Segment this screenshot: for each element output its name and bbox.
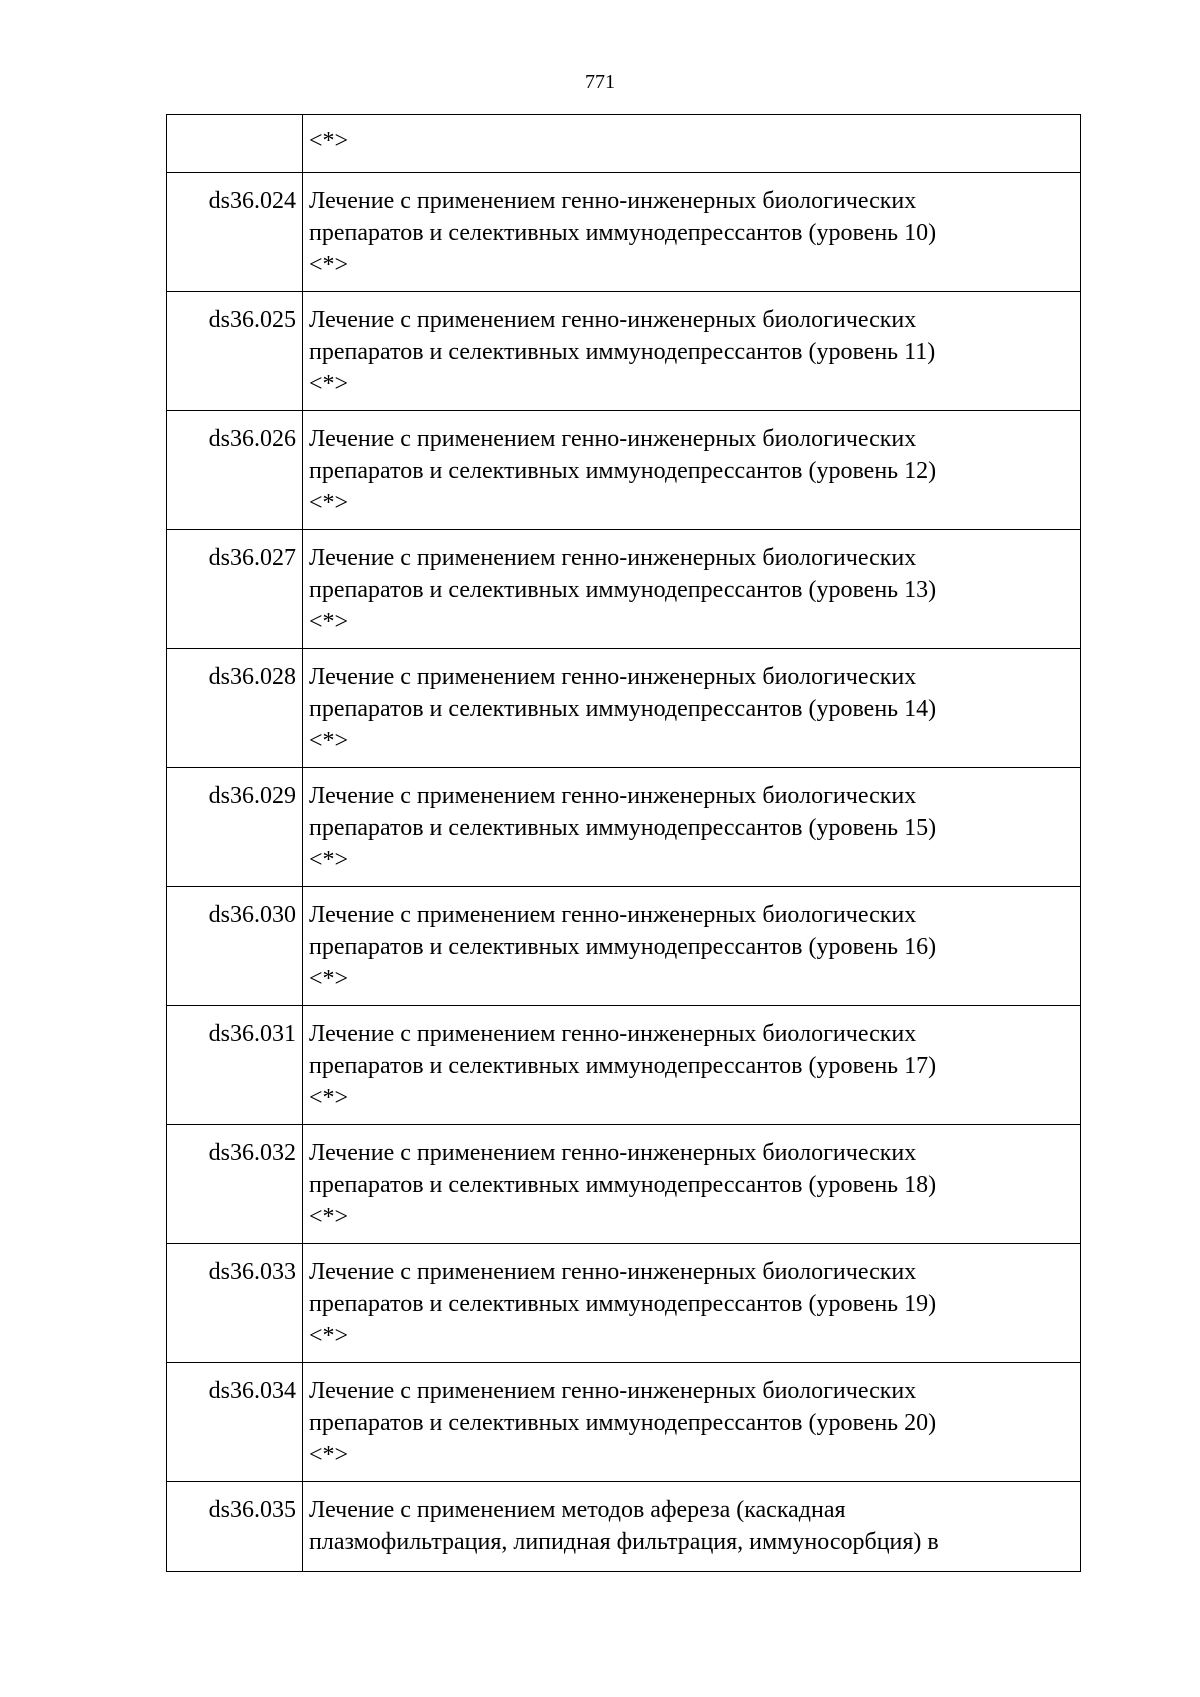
description-line: Лечение с применением генно-инженерных биологических bbox=[309, 188, 917, 214]
table-row bbox=[167, 887, 1081, 1006]
description-line: Лечение с применением генно-инженерных биологических bbox=[309, 1259, 917, 1285]
description-line: препаратов и селективных иммунодепрессантов (уровень 17) bbox=[309, 1053, 937, 1079]
description-line: Лечение с применением генно-инженерных биологических bbox=[309, 1378, 917, 1404]
description-line: Лечение с применением генно-инженерных биологических bbox=[309, 426, 917, 452]
description-cell bbox=[303, 768, 1081, 887]
description-line: плазмофильтрация, липидная фильтрация, иммуносорбция) в bbox=[309, 1529, 939, 1555]
table-row bbox=[167, 1125, 1081, 1244]
description-line: Лечение с применением генно-инженерных биологических bbox=[309, 783, 917, 809]
description-line: препаратов и селективных иммунодепрессантов (уровень 16) bbox=[309, 934, 937, 960]
description-line: препаратов и селективных иммунодепрессантов (уровень 19) bbox=[309, 1291, 937, 1317]
table-row bbox=[167, 411, 1081, 530]
description-line: <*> bbox=[309, 847, 349, 873]
code-cell: ds36.024 bbox=[167, 173, 303, 292]
description-cell bbox=[303, 411, 1081, 530]
description-cell bbox=[303, 1482, 1081, 1572]
code-cell: ds36.035 bbox=[167, 1482, 303, 1572]
description-cell bbox=[303, 115, 1081, 173]
table-row bbox=[167, 1244, 1081, 1363]
table-row bbox=[167, 768, 1081, 887]
table-row bbox=[167, 292, 1081, 411]
description-cell bbox=[303, 649, 1081, 768]
page-number: 771 bbox=[585, 71, 615, 93]
description-line: <*> bbox=[309, 1323, 349, 1349]
description-line: препаратов и селективных иммунодепрессантов (уровень 18) bbox=[309, 1172, 937, 1198]
description-line: <*> bbox=[309, 490, 349, 516]
description-line: <*> bbox=[309, 1204, 349, 1230]
description-line: <*> bbox=[309, 371, 349, 397]
description-line: Лечение с применением генно-инженерных биологических bbox=[309, 1140, 917, 1166]
description-line: Лечение с применением генно-инженерных биологических bbox=[309, 307, 917, 333]
table-row bbox=[167, 1482, 1081, 1572]
description-line: <*> bbox=[309, 966, 349, 992]
description-cell bbox=[303, 530, 1081, 649]
table-row bbox=[167, 115, 1081, 173]
description-cell bbox=[303, 1125, 1081, 1244]
description-line: препаратов и селективных иммунодепрессантов (уровень 13) bbox=[309, 577, 937, 603]
code-cell: ds36.027 bbox=[167, 530, 303, 649]
description-line: препаратов и селективных иммунодепрессантов (уровень 15) bbox=[309, 815, 937, 841]
description-line: <*> bbox=[309, 1085, 349, 1111]
description-cell bbox=[303, 1006, 1081, 1125]
description-line: препаратов и селективных иммунодепрессантов (уровень 14) bbox=[309, 696, 937, 722]
description-cell bbox=[303, 1244, 1081, 1363]
description-line: <*> bbox=[309, 128, 349, 154]
description-line: Лечение с применением генно-инженерных биологических bbox=[309, 1021, 917, 1047]
description-line: <*> bbox=[309, 609, 349, 635]
table-row bbox=[167, 649, 1081, 768]
description-line: <*> bbox=[309, 252, 349, 278]
code-cell bbox=[167, 115, 303, 173]
code-cell: ds36.028 bbox=[167, 649, 303, 768]
table-row bbox=[167, 1006, 1081, 1125]
description-line: препаратов и селективных иммунодепрессантов (уровень 11) bbox=[309, 339, 936, 365]
code-cell: ds36.031 bbox=[167, 1006, 303, 1125]
table-row bbox=[167, 173, 1081, 292]
code-cell: ds36.025 bbox=[167, 292, 303, 411]
code-cell: ds36.032 bbox=[167, 1125, 303, 1244]
description-line: Лечение с применением генно-инженерных биологических bbox=[309, 902, 917, 928]
table-row bbox=[167, 530, 1081, 649]
code-cell: ds36.033 bbox=[167, 1244, 303, 1363]
description-line: препаратов и селективных иммунодепрессантов (уровень 12) bbox=[309, 458, 937, 484]
code-cell: ds36.029 bbox=[167, 768, 303, 887]
description-cell bbox=[303, 887, 1081, 1006]
description-cell bbox=[303, 292, 1081, 411]
description-line: <*> bbox=[309, 728, 349, 754]
description-line: Лечение с применением генно-инженерных биологических bbox=[309, 664, 917, 690]
table-row bbox=[167, 1363, 1081, 1482]
description-line: препаратов и селективных иммунодепрессантов (уровень 20) bbox=[309, 1410, 937, 1436]
code-cell: ds36.026 bbox=[167, 411, 303, 530]
code-cell: ds36.034 bbox=[167, 1363, 303, 1482]
description-cell bbox=[303, 1363, 1081, 1482]
table-body bbox=[167, 115, 1081, 1572]
description-line: <*> bbox=[309, 1442, 349, 1468]
description-line: препаратов и селективных иммунодепрессантов (уровень 10) bbox=[309, 220, 937, 246]
description-line: Лечение с применением генно-инженерных биологических bbox=[309, 545, 917, 571]
tariff-table bbox=[166, 114, 1081, 1572]
description-line: Лечение с применением методов афереза (каскадная bbox=[309, 1497, 846, 1523]
description-cell bbox=[303, 173, 1081, 292]
code-cell: ds36.030 bbox=[167, 887, 303, 1006]
